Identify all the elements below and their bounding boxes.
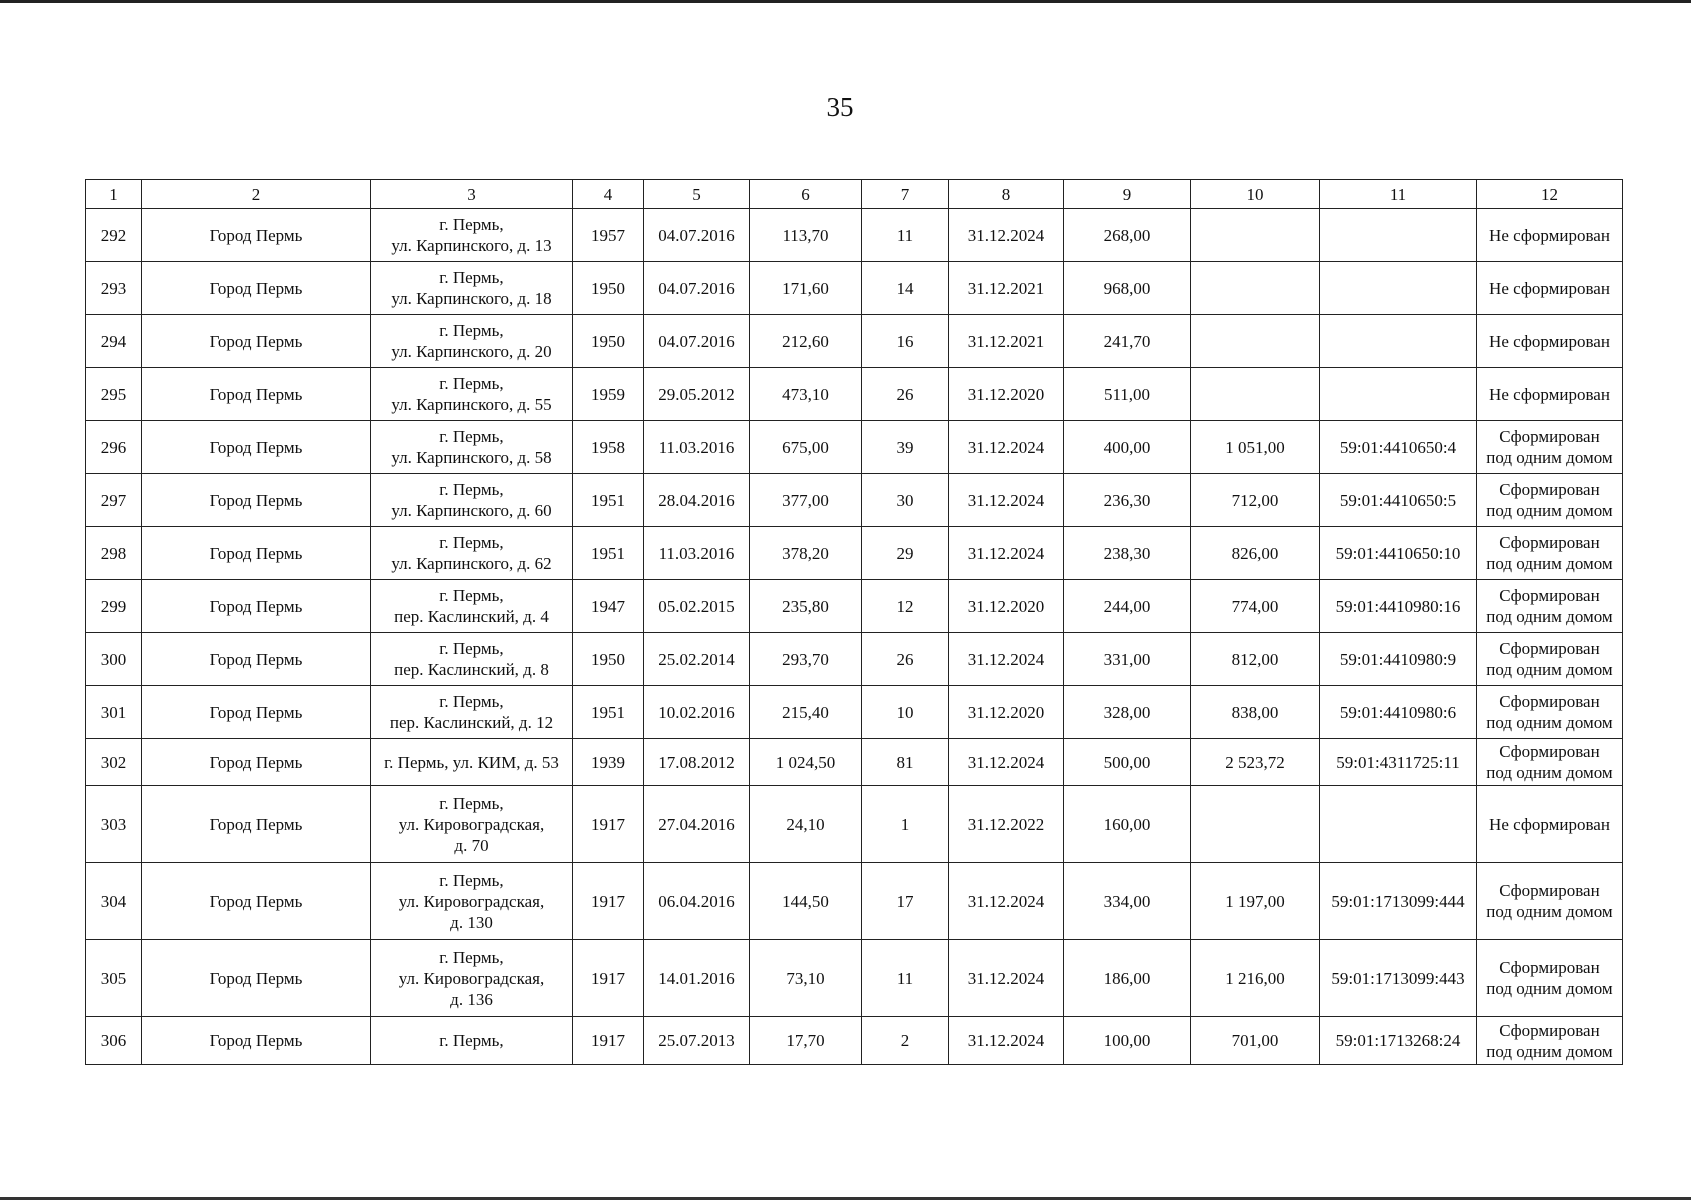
land-status-cell xyxy=(1477,1017,1623,1065)
residents-cell: 14 xyxy=(862,262,949,315)
row-number-cell: 300 xyxy=(86,633,142,686)
row-number-cell: 305 xyxy=(86,940,142,1017)
land-status-cell xyxy=(1477,739,1623,786)
land-status-cell xyxy=(1477,863,1623,940)
plot-area-cell: 236,30 xyxy=(1064,474,1191,527)
table-row xyxy=(86,786,1623,863)
municipality-cell: Город Пермь xyxy=(142,209,371,262)
column-header: 11 xyxy=(1320,180,1477,209)
recognition-date-cell: 11.03.2016 xyxy=(644,421,750,474)
cadastral-number-cell: 59:01:4311725:11 xyxy=(1320,739,1477,786)
recognition-date-cell: 04.07.2016 xyxy=(644,209,750,262)
land-status-cell xyxy=(1477,368,1623,421)
address-line: пер. Каслинский, д. 4 xyxy=(394,607,549,626)
status-line: под одним домом xyxy=(1486,448,1613,467)
cadastral-number-cell xyxy=(1320,209,1477,262)
address-line: ул. Карпинского, д. 20 xyxy=(391,342,552,361)
status-line: Сформирован xyxy=(1499,881,1600,900)
plot-area-cell: 241,70 xyxy=(1064,315,1191,368)
plot-area-cell: 100,00 xyxy=(1064,1017,1191,1065)
deadline-cell: 31.12.2024 xyxy=(949,633,1064,686)
deadline-cell: 31.12.2020 xyxy=(949,580,1064,633)
deadline-cell: 31.12.2020 xyxy=(949,686,1064,739)
area-cell: 675,00 xyxy=(750,421,862,474)
status-line: Сформирован xyxy=(1499,480,1600,499)
address-line: ул. Карпинского, д. 58 xyxy=(391,448,552,467)
residents-cell: 1 xyxy=(862,786,949,863)
plot-area-cell: 968,00 xyxy=(1064,262,1191,315)
recognition-date-cell: 10.02.2016 xyxy=(644,686,750,739)
status-line: Сформирован xyxy=(1499,1020,1600,1040)
status-line: под одним домом xyxy=(1486,1041,1613,1061)
row-number-cell: 306 xyxy=(86,1017,142,1065)
column-header: 2 xyxy=(142,180,371,209)
address-line: ул. Карпинского, д. 60 xyxy=(391,501,552,520)
residents-cell: 11 xyxy=(862,209,949,262)
cadastral-number-cell xyxy=(1320,368,1477,421)
recognition-date-cell: 17.08.2012 xyxy=(644,739,750,786)
build-year-cell: 1951 xyxy=(573,474,644,527)
recognition-date-cell: 05.02.2015 xyxy=(644,580,750,633)
table-row xyxy=(86,368,1623,421)
status-line: под одним домом xyxy=(1486,902,1613,921)
address-line: г. Пермь, xyxy=(439,215,504,234)
deadline-cell: 31.12.2024 xyxy=(949,863,1064,940)
plot-area-cell: 334,00 xyxy=(1064,863,1191,940)
plot-area-cell: 511,00 xyxy=(1064,368,1191,421)
plot-area-cell: 244,00 xyxy=(1064,580,1191,633)
address-line: пер. Каслинский, д. 8 xyxy=(394,660,549,679)
residents-cell: 29 xyxy=(862,527,949,580)
status-line: Не сформирован xyxy=(1489,331,1610,351)
column-header: 7 xyxy=(862,180,949,209)
land-area-cell: 812,00 xyxy=(1191,633,1320,686)
column-header: 9 xyxy=(1064,180,1191,209)
land-status-cell xyxy=(1477,786,1623,863)
deadline-cell: 31.12.2024 xyxy=(949,474,1064,527)
table-row xyxy=(86,940,1623,1017)
status-line: под одним домом xyxy=(1486,763,1613,782)
municipality-cell: Город Пермь xyxy=(142,368,371,421)
recognition-date-cell: 25.02.2014 xyxy=(644,633,750,686)
cadastral-number-cell xyxy=(1320,315,1477,368)
address-cell xyxy=(371,209,573,262)
address-line: ул. Кировоградская, xyxy=(398,891,545,911)
area-cell: 171,60 xyxy=(750,262,862,315)
cadastral-number-cell xyxy=(1320,262,1477,315)
page-number: 35 xyxy=(826,92,854,122)
area-cell: 24,10 xyxy=(750,786,862,863)
status-line: Сформирован xyxy=(1499,533,1600,552)
page-top-edge xyxy=(0,0,1691,3)
land-status-cell xyxy=(1477,580,1623,633)
address-cell xyxy=(371,786,573,863)
land-area-cell xyxy=(1191,368,1320,421)
row-number-cell: 292 xyxy=(86,209,142,262)
recognition-date-cell: 11.03.2016 xyxy=(644,527,750,580)
row-number-cell: 299 xyxy=(86,580,142,633)
land-area-cell xyxy=(1191,209,1320,262)
address-cell xyxy=(371,580,573,633)
address-line: г. Пермь, xyxy=(439,586,504,605)
municipality-cell: Город Пермь xyxy=(142,786,371,863)
build-year-cell: 1950 xyxy=(573,315,644,368)
row-number-cell: 297 xyxy=(86,474,142,527)
housing-registry-table xyxy=(85,179,1623,1065)
address-line: г. Пермь, xyxy=(439,374,504,393)
status-line: Не сформирован xyxy=(1489,225,1610,245)
row-number-cell: 294 xyxy=(86,315,142,368)
address-cell xyxy=(371,421,573,474)
build-year-cell: 1939 xyxy=(573,739,644,786)
municipality-cell: Город Пермь xyxy=(142,527,371,580)
area-cell: 215,40 xyxy=(750,686,862,739)
table-row xyxy=(86,262,1623,315)
land-status-cell xyxy=(1477,315,1623,368)
cadastral-number-cell: 59:01:4410650:4 xyxy=(1320,421,1477,474)
residents-cell: 26 xyxy=(862,633,949,686)
cadastral-number-cell xyxy=(1320,786,1477,863)
cadastral-number-cell: 59:01:4410650:5 xyxy=(1320,474,1477,527)
plot-area-cell: 186,00 xyxy=(1064,940,1191,1017)
address-cell xyxy=(371,739,573,786)
cadastral-number-cell: 59:01:1713099:443 xyxy=(1320,940,1477,1017)
municipality-cell: Город Пермь xyxy=(142,474,371,527)
land-area-cell: 701,00 xyxy=(1191,1017,1320,1065)
land-area-cell: 1 051,00 xyxy=(1191,421,1320,474)
land-status-cell xyxy=(1477,633,1623,686)
land-area-cell xyxy=(1191,262,1320,315)
land-status-cell xyxy=(1477,474,1623,527)
address-cell xyxy=(371,633,573,686)
column-header: 5 xyxy=(644,180,750,209)
address-cell xyxy=(371,315,573,368)
build-year-cell: 1959 xyxy=(573,368,644,421)
table-row xyxy=(86,863,1623,940)
address-line: д. 130 xyxy=(450,912,493,932)
residents-cell: 2 xyxy=(862,1017,949,1065)
address-line: ул. Кировоградская, xyxy=(398,968,545,988)
residents-cell: 30 xyxy=(862,474,949,527)
area-cell: 235,80 xyxy=(750,580,862,633)
land-area-cell xyxy=(1191,315,1320,368)
land-area-cell: 1 216,00 xyxy=(1191,940,1320,1017)
column-header: 12 xyxy=(1477,180,1623,209)
area-cell: 377,00 xyxy=(750,474,862,527)
land-status-cell xyxy=(1477,527,1623,580)
recognition-date-cell: 29.05.2012 xyxy=(644,368,750,421)
address-line: г. Пермь, xyxy=(439,692,504,711)
plot-area-cell: 500,00 xyxy=(1064,739,1191,786)
deadline-cell: 31.12.2022 xyxy=(949,786,1064,863)
deadline-cell: 31.12.2024 xyxy=(949,940,1064,1017)
deadline-cell: 31.12.2024 xyxy=(949,739,1064,786)
cadastral-number-cell: 59:01:4410980:9 xyxy=(1320,633,1477,686)
residents-cell: 10 xyxy=(862,686,949,739)
cadastral-number-cell: 59:01:1713268:24 xyxy=(1320,1017,1477,1065)
area-cell: 1 024,50 xyxy=(750,739,862,786)
status-line: Сформирован xyxy=(1499,427,1600,446)
column-header: 10 xyxy=(1191,180,1320,209)
municipality-cell: Город Пермь xyxy=(142,315,371,368)
status-line: под одним домом xyxy=(1486,979,1613,998)
land-area-cell: 774,00 xyxy=(1191,580,1320,633)
recognition-date-cell: 27.04.2016 xyxy=(644,786,750,863)
table-row xyxy=(86,474,1623,527)
residents-cell: 81 xyxy=(862,739,949,786)
status-line: под одним домом xyxy=(1486,607,1613,626)
header-row xyxy=(86,180,1623,209)
plot-area-cell: 238,30 xyxy=(1064,527,1191,580)
area-cell: 73,10 xyxy=(750,940,862,1017)
area-cell: 17,70 xyxy=(750,1017,862,1065)
table-row xyxy=(86,527,1623,580)
build-year-cell: 1950 xyxy=(573,633,644,686)
build-year-cell: 1957 xyxy=(573,209,644,262)
address-cell xyxy=(371,368,573,421)
plot-area-cell: 400,00 xyxy=(1064,421,1191,474)
table-row xyxy=(86,580,1623,633)
address-cell xyxy=(371,686,573,739)
status-line: Не сформирован xyxy=(1489,814,1610,834)
land-status-cell xyxy=(1477,686,1623,739)
plot-area-cell: 331,00 xyxy=(1064,633,1191,686)
address-line: г. Пермь, xyxy=(439,321,504,340)
column-header: 8 xyxy=(949,180,1064,209)
recognition-date-cell: 28.04.2016 xyxy=(644,474,750,527)
deadline-cell: 31.12.2020 xyxy=(949,368,1064,421)
area-cell: 378,20 xyxy=(750,527,862,580)
plot-area-cell: 268,00 xyxy=(1064,209,1191,262)
table-body xyxy=(86,209,1623,1065)
column-header: 1 xyxy=(86,180,142,209)
table-row xyxy=(86,1017,1623,1065)
address-cell xyxy=(371,940,573,1017)
municipality-cell: Город Пермь xyxy=(142,421,371,474)
status-line: под одним домом xyxy=(1486,554,1613,573)
municipality-cell: Город Пермь xyxy=(142,863,371,940)
cadastral-number-cell: 59:01:1713099:444 xyxy=(1320,863,1477,940)
table-row xyxy=(86,739,1623,786)
deadline-cell: 31.12.2024 xyxy=(949,527,1064,580)
address-line: ул. Карпинского, д. 13 xyxy=(391,236,552,255)
status-line: Не сформирован xyxy=(1489,278,1610,298)
land-status-cell xyxy=(1477,209,1623,262)
address-cell xyxy=(371,474,573,527)
column-header: 4 xyxy=(573,180,644,209)
row-number-cell: 298 xyxy=(86,527,142,580)
status-line: Сформирован xyxy=(1499,586,1600,605)
address-line: ул. Карпинского, д. 62 xyxy=(391,554,552,573)
address-line: г. Пермь, xyxy=(439,533,504,552)
row-number-cell: 303 xyxy=(86,786,142,863)
address-line: г. Пермь, xyxy=(439,1031,504,1050)
cadastral-number-cell: 59:01:4410980:16 xyxy=(1320,580,1477,633)
column-header: 3 xyxy=(371,180,573,209)
row-number-cell: 301 xyxy=(86,686,142,739)
recognition-date-cell: 04.07.2016 xyxy=(644,315,750,368)
land-area-cell: 826,00 xyxy=(1191,527,1320,580)
cadastral-number-cell: 59:01:4410980:6 xyxy=(1320,686,1477,739)
build-year-cell: 1951 xyxy=(573,686,644,739)
land-area-cell: 1 197,00 xyxy=(1191,863,1320,940)
build-year-cell: 1958 xyxy=(573,421,644,474)
cadastral-number-cell: 59:01:4410650:10 xyxy=(1320,527,1477,580)
build-year-cell: 1917 xyxy=(573,1017,644,1065)
table-row xyxy=(86,315,1623,368)
column-header: 6 xyxy=(750,180,862,209)
table-row xyxy=(86,421,1623,474)
status-line: под одним домом xyxy=(1486,713,1613,732)
build-year-cell: 1917 xyxy=(573,940,644,1017)
build-year-cell: 1917 xyxy=(573,863,644,940)
table-row xyxy=(86,209,1623,262)
municipality-cell: Город Пермь xyxy=(142,633,371,686)
recognition-date-cell: 14.01.2016 xyxy=(644,940,750,1017)
status-line: Сформирован xyxy=(1499,958,1600,977)
address-cell xyxy=(371,863,573,940)
residents-cell: 12 xyxy=(862,580,949,633)
deadline-cell: 31.12.2021 xyxy=(949,262,1064,315)
address-line: г. Пермь, xyxy=(439,639,504,658)
address-line: д. 70 xyxy=(454,835,489,855)
address-cell xyxy=(371,527,573,580)
address-line: г. Пермь, xyxy=(439,870,504,890)
land-status-cell xyxy=(1477,262,1623,315)
status-line: Сформирован xyxy=(1499,692,1600,711)
address-line: пер. Каслинский, д. 12 xyxy=(389,713,554,732)
residents-cell: 11 xyxy=(862,940,949,1017)
address-line: г. Пермь, xyxy=(439,268,504,287)
address-line: г. Пермь, xyxy=(439,947,504,967)
build-year-cell: 1950 xyxy=(573,262,644,315)
deadline-cell: 31.12.2024 xyxy=(949,209,1064,262)
table-row xyxy=(86,633,1623,686)
build-year-cell: 1917 xyxy=(573,786,644,863)
recognition-date-cell: 25.07.2013 xyxy=(644,1017,750,1065)
area-cell: 293,70 xyxy=(750,633,862,686)
row-number-cell: 296 xyxy=(86,421,142,474)
land-status-cell xyxy=(1477,421,1623,474)
status-line: Сформирован xyxy=(1499,742,1600,761)
area-cell: 113,70 xyxy=(750,209,862,262)
municipality-cell: Город Пермь xyxy=(142,262,371,315)
address-line: г. Пермь, xyxy=(439,480,504,499)
address-line: ул. Карпинского, д. 18 xyxy=(391,289,552,308)
row-number-cell: 302 xyxy=(86,739,142,786)
row-number-cell: 304 xyxy=(86,863,142,940)
municipality-cell: Город Пермь xyxy=(142,580,371,633)
deadline-cell: 31.12.2024 xyxy=(949,1017,1064,1065)
residents-cell: 26 xyxy=(862,368,949,421)
land-status-cell xyxy=(1477,940,1623,1017)
area-cell: 473,10 xyxy=(750,368,862,421)
municipality-cell: Город Пермь xyxy=(142,739,371,786)
area-cell: 144,50 xyxy=(750,863,862,940)
deadline-cell: 31.12.2024 xyxy=(949,421,1064,474)
address-cell xyxy=(371,262,573,315)
address-line: д. 136 xyxy=(450,989,493,1009)
municipality-cell: Город Пермь xyxy=(142,1017,371,1065)
land-area-cell xyxy=(1191,786,1320,863)
build-year-cell: 1947 xyxy=(573,580,644,633)
row-number-cell: 293 xyxy=(86,262,142,315)
address-cell xyxy=(371,1017,573,1065)
address-line: г. Пермь, ул. КИМ, д. 53 xyxy=(384,752,559,772)
deadline-cell: 31.12.2021 xyxy=(949,315,1064,368)
municipality-cell: Город Пермь xyxy=(142,940,371,1017)
status-line: Сформирован xyxy=(1499,639,1600,658)
land-area-cell: 2 523,72 xyxy=(1191,739,1320,786)
address-line: г. Пермь, xyxy=(439,427,504,446)
build-year-cell: 1951 xyxy=(573,527,644,580)
plot-area-cell: 328,00 xyxy=(1064,686,1191,739)
row-number-cell: 295 xyxy=(86,368,142,421)
land-area-cell: 838,00 xyxy=(1191,686,1320,739)
residents-cell: 17 xyxy=(862,863,949,940)
status-line: Не сформирован xyxy=(1489,384,1610,404)
status-line: под одним домом xyxy=(1486,660,1613,679)
address-line: г. Пермь, xyxy=(439,793,504,813)
recognition-date-cell: 06.04.2016 xyxy=(644,863,750,940)
residents-cell: 39 xyxy=(862,421,949,474)
recognition-date-cell: 04.07.2016 xyxy=(644,262,750,315)
table-row xyxy=(86,686,1623,739)
municipality-cell: Город Пермь xyxy=(142,686,371,739)
status-line: под одним домом xyxy=(1486,501,1613,520)
address-line: ул. Карпинского, д. 55 xyxy=(391,395,552,414)
area-cell: 212,60 xyxy=(750,315,862,368)
residents-cell: 16 xyxy=(862,315,949,368)
land-area-cell: 712,00 xyxy=(1191,474,1320,527)
plot-area-cell: 160,00 xyxy=(1064,786,1191,863)
address-line: ул. Кировоградская, xyxy=(398,814,545,834)
